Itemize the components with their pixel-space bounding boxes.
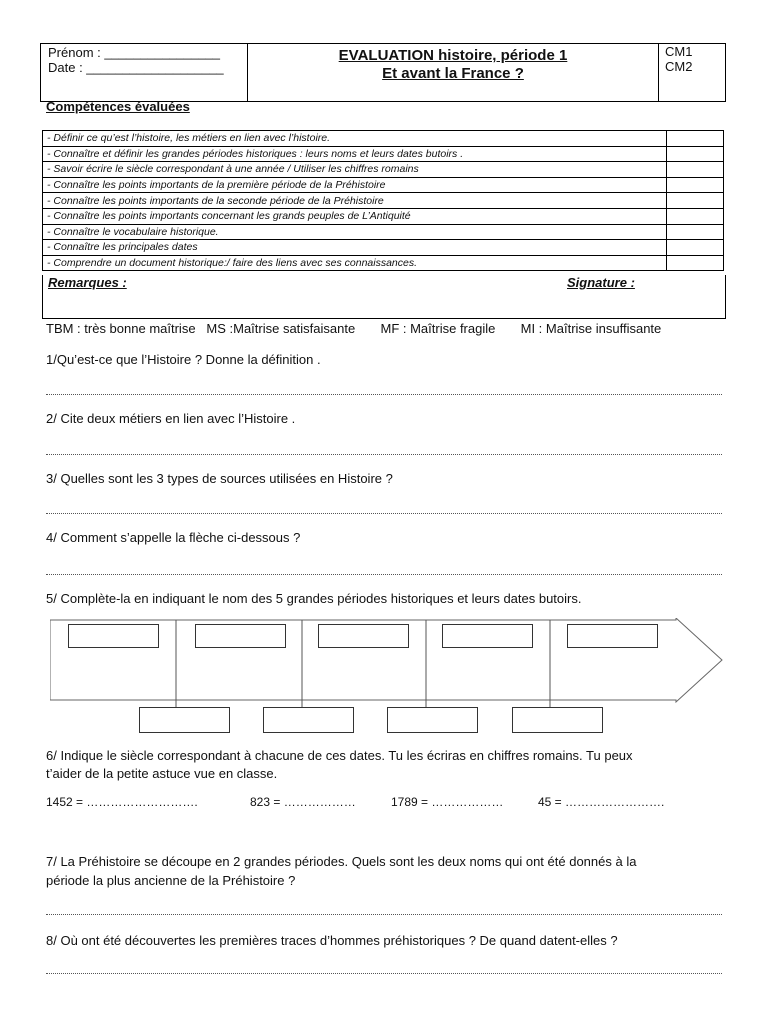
date-45[interactable]: 45 = ……………………. bbox=[538, 795, 665, 809]
score-cell[interactable] bbox=[667, 193, 724, 209]
question-4: 4/ Comment s’appelle la flèche ci-dessous ? bbox=[46, 530, 301, 545]
competence-text: - Connaître les points importants concernant les grands peuples de L’Antiquité bbox=[43, 208, 667, 224]
date-1789[interactable]: 1789 = ……………… bbox=[391, 795, 504, 809]
date-box[interactable] bbox=[263, 707, 354, 733]
answer-line[interactable] bbox=[46, 965, 722, 974]
answer-line[interactable] bbox=[46, 906, 722, 915]
table-row bbox=[43, 162, 724, 178]
competence-text: - Définir ce qu’est l’histoire, les métiers en lien avec l’histoire. bbox=[43, 131, 667, 147]
question-8: 8/ Où ont été découvertes les premières traces d’hommes préhistoriques ? De quand datent-elles ? bbox=[46, 933, 618, 948]
question-5: 5/ Complète-la en indiquant le nom des 5 grandes périodes historiques et leurs dates butoirs. bbox=[46, 591, 582, 606]
competence-text: - Connaître les points importants de la seconde période de la Préhistoire bbox=[43, 193, 667, 209]
signature-label: Signature : bbox=[567, 275, 635, 290]
period-name-box[interactable] bbox=[195, 624, 286, 648]
score-cell[interactable] bbox=[667, 131, 724, 147]
table-row bbox=[43, 240, 724, 256]
table-row bbox=[43, 146, 724, 162]
date-1452[interactable]: 1452 = ………………………. bbox=[46, 795, 198, 809]
score-cell[interactable] bbox=[667, 177, 724, 193]
table-row bbox=[43, 177, 724, 193]
period-name-box[interactable] bbox=[442, 624, 533, 648]
score-cell[interactable] bbox=[667, 255, 724, 271]
score-cell[interactable] bbox=[667, 240, 724, 256]
date-box[interactable] bbox=[512, 707, 603, 733]
answer-line[interactable] bbox=[46, 446, 722, 455]
table-row bbox=[43, 208, 724, 224]
question-6: 6/ Indique le siècle correspondant à chacune de ces dates. Tu les écriras en chiffres romains. Tu peux bbox=[46, 748, 633, 763]
competence-text: - Savoir écrire le siècle correspondant à une année / Utiliser les chiffres romains bbox=[43, 162, 667, 178]
remarks-box[interactable] bbox=[42, 275, 726, 319]
date-field[interactable]: Date : ___________________ bbox=[48, 60, 224, 75]
score-cell[interactable] bbox=[667, 162, 724, 178]
mastery-legend: TBM : très bonne maîtrise MS :Maîtrise satisfaisante MF : Maîtrise fragile MI : Maîtrise insuffisante bbox=[46, 321, 662, 336]
prenom-field[interactable]: Prénom : ________________ bbox=[48, 45, 221, 60]
remarks-label: Remarques : bbox=[48, 275, 127, 290]
title-cell bbox=[248, 44, 659, 101]
table-row bbox=[43, 131, 724, 147]
competence-text: - Connaître les points importants de la première période de la Préhistoire bbox=[43, 177, 667, 193]
answer-line[interactable] bbox=[46, 386, 722, 395]
score-cell[interactable] bbox=[667, 208, 724, 224]
level-cm2: CM2 bbox=[665, 59, 693, 74]
level-cm1: CM1 bbox=[665, 44, 693, 59]
date-box[interactable] bbox=[387, 707, 478, 733]
period-name-box[interactable] bbox=[567, 624, 658, 648]
competences-table bbox=[42, 130, 724, 271]
question-2: 2/ Cite deux métiers en lien avec l’Histoire . bbox=[46, 411, 296, 426]
table-row bbox=[43, 193, 724, 209]
score-cell[interactable] bbox=[667, 224, 724, 240]
table-row bbox=[43, 224, 724, 240]
header-table bbox=[40, 43, 726, 102]
answer-line[interactable] bbox=[46, 505, 722, 514]
period-name-box[interactable] bbox=[68, 624, 159, 648]
score-cell[interactable] bbox=[667, 146, 724, 162]
page-title: EVALUATION histoire, période 1 bbox=[338, 47, 568, 64]
period-name-box[interactable] bbox=[318, 624, 409, 648]
competences-title: Compétences évaluées bbox=[46, 99, 190, 114]
competence-text: - Connaître et définir les grandes périodes historiques : leurs noms et leurs dates butoirs . bbox=[43, 146, 667, 162]
competence-text: - Connaître les principales dates bbox=[43, 240, 667, 256]
question-1: 1/Qu’est-ce que l’Histoire ? Donne la définition . bbox=[46, 352, 321, 367]
question-7-line2: période la plus ancienne de la Préhistoire ? bbox=[46, 873, 296, 888]
competence-text: - Connaître le vocabulaire historique. bbox=[43, 224, 667, 240]
date-box[interactable] bbox=[139, 707, 230, 733]
page-subtitle: Et avant la France ? bbox=[382, 65, 524, 82]
question-3: 3/ Quelles sont les 3 types de sources utilisées en Histoire ? bbox=[46, 471, 393, 486]
student-info-cell bbox=[41, 44, 248, 101]
table-row bbox=[43, 255, 724, 271]
date-823[interactable]: 823 = ……………… bbox=[250, 795, 356, 809]
question-7: 7/ La Préhistoire se découpe en 2 grandes périodes. Quels sont les deux noms qui ont été donnés à la bbox=[46, 854, 637, 869]
answer-line[interactable] bbox=[46, 566, 722, 575]
question-6-line2: t’aider de la petite astuce vue en classe. bbox=[46, 766, 278, 781]
competence-text: - Comprendre un document historique:/ faire des liens avec ses connaissances. bbox=[43, 255, 667, 271]
level-cell bbox=[659, 44, 725, 101]
